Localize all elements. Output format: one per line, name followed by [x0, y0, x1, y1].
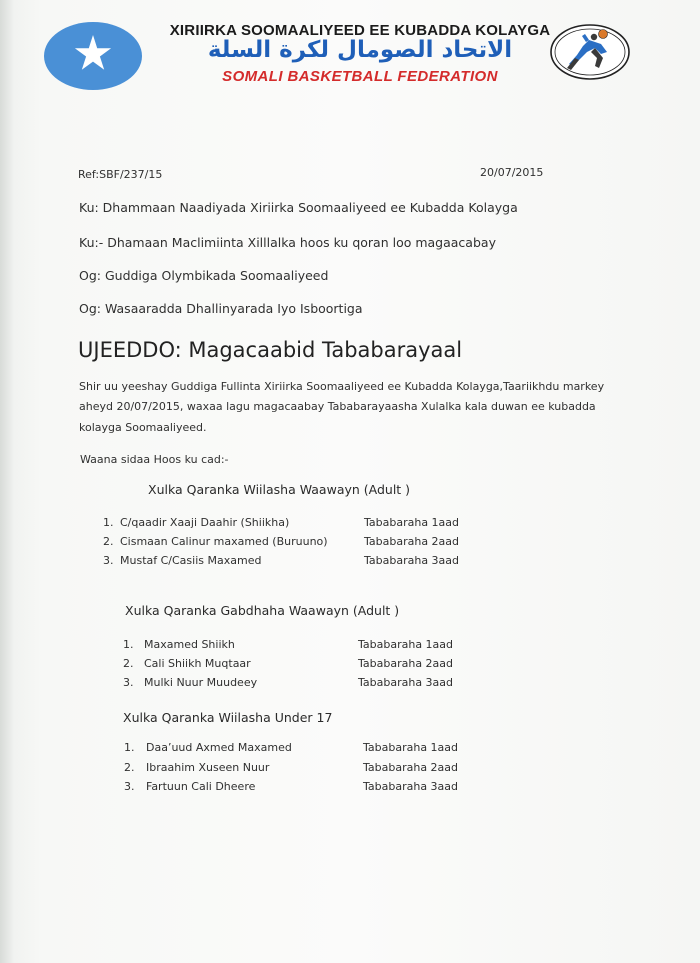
body-paragraph-line: aheyd 20/07/2015, waxaa lagu magacaabay Tababarayaasha Xulalka kala duwan ee kubadda	[79, 400, 596, 413]
addressee-line: Og: Wasaaradda Dhallinyarada Iyo Isboortiga	[79, 301, 363, 316]
coach-name: Cismaan Calinur maxamed (Buruuno)	[120, 535, 328, 548]
coach-role: Tababaraha 2aad	[358, 657, 454, 670]
coach-role: Tababaraha 3aad	[364, 554, 460, 567]
list-item-number: 3.	[123, 676, 134, 689]
section-title: Xulka Qaranka Gabdhaha Waawayn (Adult )	[125, 603, 400, 618]
page-edge-shadow	[0, 0, 14, 963]
coach-name: C/qaadir Xaaji Daahir (Shiikha)	[120, 516, 290, 529]
addressee-line: Ku: Dhammaan Naadiyada Xiriirka Soomaaliyeed ee Kubadda Kolayga	[79, 200, 518, 215]
coach-name: Ibraahim Xuseen Nuur	[146, 761, 270, 774]
list-item-number: 3.	[124, 780, 135, 793]
section-title: Xulka Qaranka Wiilasha Under 17	[123, 710, 333, 725]
addressee-line: Ku:- Dhamaan Maclimiinta Xilllalka hoos ku qoran loo magaacabay	[79, 235, 496, 250]
coach-name: Cali Shiikh Muqtaar	[144, 657, 251, 670]
somali-flag-star-icon	[44, 22, 142, 90]
coach-name: Fartuun Cali Dheere	[146, 780, 256, 793]
federation-name-somali: XIRIIRKA SOOMAALIYEED EE KUBADDA KOLAYGA	[169, 22, 551, 39]
coach-name: Mulki Nuur Muudeey	[144, 676, 258, 689]
coach-role: Tababaraha 1aad	[358, 638, 454, 651]
list-item-number: 1.	[103, 516, 114, 529]
letter-date: 20/07/2015	[480, 166, 544, 179]
coach-role: Tababaraha 2aad	[364, 535, 460, 548]
federation-name-english: SOMALI BASKETBALL FEDERATION	[222, 68, 498, 85]
section-title: Xulka Qaranka Wiilasha Waawayn (Adult )	[148, 482, 411, 497]
list-item-number: 1.	[124, 741, 135, 754]
list-item-number: 3.	[103, 554, 114, 567]
body-paragraph-line: Shir uu yeeshay Guddiga Fullinta Xiriirka Soomaaliyeed ee Kubadda Kolayga,Taariikhdu markey	[79, 380, 605, 393]
list-intro: Waana sidaa Hoos ku cad:-	[80, 453, 229, 466]
coach-role: Tababaraha 3aad	[358, 676, 454, 689]
coach-role: Tababaraha 2aad	[363, 761, 459, 774]
basketball-player-logo-icon	[549, 22, 631, 82]
coach-name: Maxamed Shiikh	[144, 638, 235, 651]
coach-name: Daa’uud Axmed Maxamed	[146, 741, 292, 754]
federation-name-arabic: الاتحاد الصومال لكرة السلة	[207, 37, 513, 63]
list-item-number: 2.	[123, 657, 134, 670]
coach-role: Tababaraha 1aad	[364, 516, 460, 529]
coach-role: Tababaraha 1aad	[363, 741, 459, 754]
list-item-number: 1.	[123, 638, 134, 651]
reference-number: Ref:SBF/237/15	[78, 168, 163, 181]
body-paragraph-line: kolayga Soomaaliyeed.	[79, 421, 207, 434]
addressee-line: Og: Guddiga Olymbikada Soomaaliyeed	[79, 268, 329, 283]
coach-role: Tababaraha 3aad	[363, 780, 459, 793]
list-item-number: 2.	[103, 535, 114, 548]
list-item-number: 2.	[124, 761, 135, 774]
subject-heading: UJEEDDO: Magacaabid Tababarayaal	[78, 338, 463, 362]
coach-name: Mustaf C/Casiis Maxamed	[120, 554, 262, 567]
